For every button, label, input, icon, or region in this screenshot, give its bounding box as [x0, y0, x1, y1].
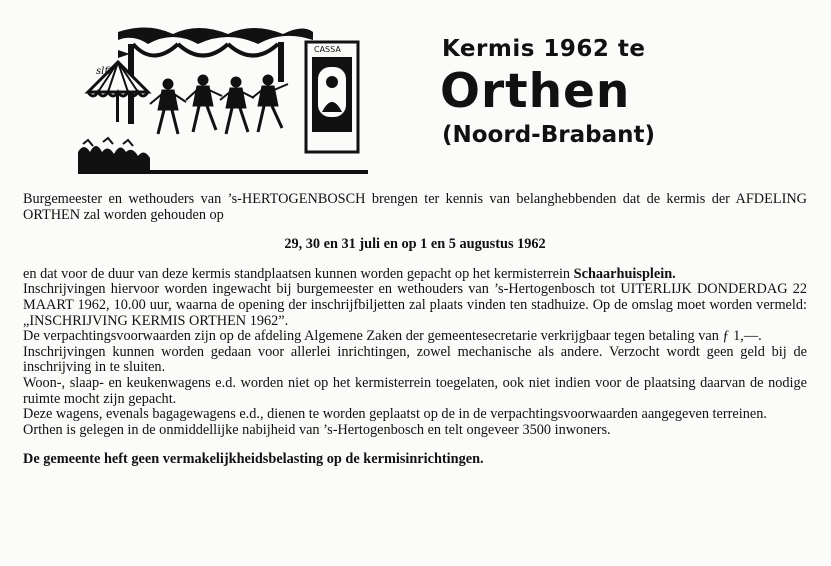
closing-statement: De gemeente heft geen vermakelijkheidsbelasting op de kermisinrichtingen.: [23, 451, 484, 468]
intro-paragraph: Burgemeester en wethouders van ’s-HERTOGENBOSCH brengen ter kennis van belanghebbenden dat de kermis der AFDELING ORTHEN zal worden gehouden op: [23, 191, 807, 223]
headline-province: (Noord-Brabant): [442, 122, 655, 148]
svg-text:slfi: slfi: [96, 66, 111, 77]
paragraph-standplaatsen-text: en dat voor de duur van deze kermis standplaatsen kunnen worden gepacht op het kermisterrein: [23, 265, 574, 282]
paragraph-inschrijvingen: Inschrijvingen hiervoor worden ingewacht bij burgemeester en wethouders van ’s-Hertogenbosch tot UITERLIJK DONDERDAG 22 MAART 1962, 10.00 uur, waarna de opening der inschrijfbiljetten zal plaats vinden ten stadhuize. Op de omslag moet worden vermeld: „INSCHRIJVING KERMIS ORTHEN 1962”.: [23, 281, 807, 329]
paragraph-voorwaarden: De verpachtingsvoorwaarden zijn op de afdeling Algemene Zaken der gemeentesecretarie verkrijgbaar tegen betaling van ƒ 1,—.: [23, 328, 762, 345]
cassa-sign: CASSA: [314, 45, 341, 54]
headline-town: Orthen: [440, 64, 631, 119]
paragraph-bagagewagens: Deze wagens, evenals bagagewagens e.d., dienen te worden geplaatst op de in de verpachtingsvoorwaarden aangegeven terreinen.: [23, 406, 767, 423]
headline: [440, 36, 820, 148]
kermis-illustration: [78, 22, 368, 174]
announcement-body: [23, 192, 807, 468]
paragraph-orthen: Orthen is gelegen in de onmiddellijke nabijheid van ’s-Hertogenbosch en telt ongeveer 3500 inwoners.: [23, 421, 611, 438]
paragraph-inrichtingen: Inschrijvingen kunnen worden gedaan voor allerlei inrichtingen, zowel mechanische als andere. Verzocht wordt geen geld bij de inschrijving in te sluiten.: [23, 343, 807, 376]
paragraph-standplaatsen: [23, 267, 807, 283]
kermis-dates: 29, 30 en 31 juli en op 1 en 5 augustus 1962: [284, 236, 546, 253]
kermisterrein-name: Schaarhuisplein.: [573, 265, 676, 282]
headline-line-1: Kermis 1962 te: [442, 36, 646, 62]
paragraph-woonwagens: Woon-, slaap- en keukenwagens e.d. worden niet op het kermisterrein toegelaten, ook niet indien voor de plaatsing daarvan de nodige ruimte mocht zijn gepacht.: [23, 374, 807, 407]
